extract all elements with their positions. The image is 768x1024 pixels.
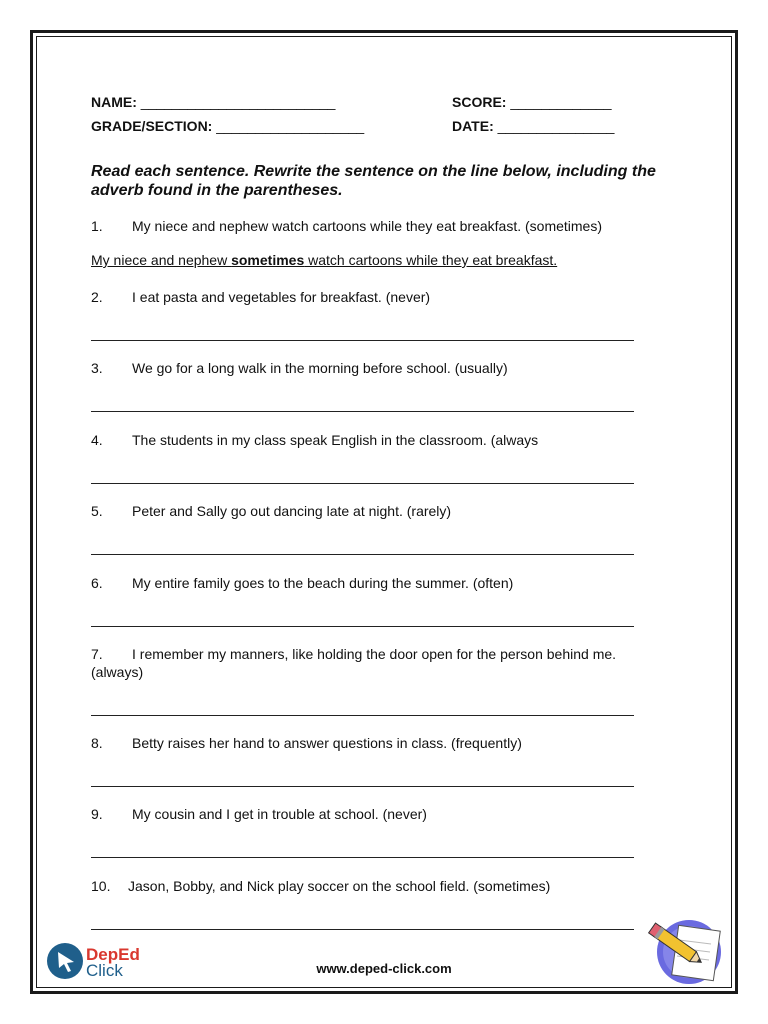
- question-text: My niece and nephew watch cartoons while they eat breakfast. (sometimes): [132, 218, 603, 234]
- answer-line-7[interactable]: [91, 715, 634, 716]
- question-10: [91, 877, 550, 895]
- question-3: [91, 359, 508, 377]
- question-number: 10.: [91, 878, 111, 894]
- name-blank: _________________________: [140, 94, 336, 110]
- answer-line-9[interactable]: [91, 857, 634, 858]
- question-number: 1.: [91, 218, 103, 234]
- pencil-notepad-icon: [645, 914, 727, 986]
- question-7: [91, 645, 671, 681]
- question-text: I remember my manners, like holding the door open for the person behind me. (always): [91, 646, 617, 680]
- logo-text-top: DepEd: [86, 945, 140, 964]
- question-number: 8.: [91, 735, 103, 751]
- answer-line-2[interactable]: [91, 340, 634, 341]
- question-9: [91, 805, 427, 823]
- question-5: [91, 502, 451, 520]
- footer-url: www.deped-click.com: [316, 961, 452, 976]
- question-text: My cousin and I get in trouble at school. (never): [132, 806, 427, 822]
- question-2: [91, 288, 430, 306]
- question-number: 6.: [91, 575, 103, 591]
- answer-line-8[interactable]: [91, 786, 634, 787]
- question-8: [91, 734, 522, 752]
- question-text: We go for a long walk in the morning before school. (usually): [132, 360, 508, 376]
- question-text: Betty raises her hand to answer questions in class. (frequently): [132, 735, 522, 751]
- name-label: NAME:: [91, 94, 137, 110]
- question-text: The students in my class speak English in the classroom. (always: [132, 432, 539, 448]
- question-text: Peter and Sally go out dancing late at night. (rarely): [132, 503, 452, 519]
- question-number: 5.: [91, 503, 103, 519]
- date-label: DATE:: [452, 118, 494, 134]
- answer-line-6[interactable]: [91, 626, 634, 627]
- answer-line-5[interactable]: [91, 554, 634, 555]
- question-number: 9.: [91, 806, 103, 822]
- grade-section-blank: ___________________: [216, 118, 365, 134]
- instructions: Read each sentence. Rewrite the sentence on the line below, including the adverb found in the parentheses.: [91, 163, 656, 199]
- grade-section-field: [91, 118, 364, 134]
- question-number: 4.: [91, 432, 103, 448]
- question-1: [91, 217, 602, 235]
- example-adverb: sometimes: [231, 252, 305, 268]
- example-text-after: watch cartoons while they eat breakfast.: [304, 252, 558, 268]
- question-text: Jason, Bobby, and Nick play soccer on the school field. (sometimes): [128, 878, 551, 894]
- question-number: 7.: [91, 646, 103, 662]
- date-blank: _______________: [497, 118, 615, 134]
- score-field: [452, 94, 612, 110]
- name-field: [91, 94, 335, 110]
- example-text-before: My niece and nephew: [91, 252, 232, 268]
- question-number: 2.: [91, 289, 103, 305]
- question-number: 3.: [91, 360, 103, 376]
- answer-line-3[interactable]: [91, 411, 634, 412]
- logo-text-bottom: Click: [86, 961, 123, 980]
- question-text: My entire family goes to the beach during the summer. (often): [132, 575, 514, 591]
- example-answer: [91, 252, 557, 268]
- answer-line-10[interactable]: [91, 929, 634, 930]
- question-6: [91, 574, 513, 592]
- question-text: I eat pasta and vegetables for breakfast. (never): [132, 289, 431, 305]
- grade-section-label: GRADE/SECTION:: [91, 118, 213, 134]
- answer-line-4[interactable]: [91, 483, 634, 484]
- score-blank: _____________: [510, 94, 612, 110]
- question-4: [91, 431, 538, 449]
- score-label: SCORE:: [452, 94, 507, 110]
- date-field: [452, 118, 614, 134]
